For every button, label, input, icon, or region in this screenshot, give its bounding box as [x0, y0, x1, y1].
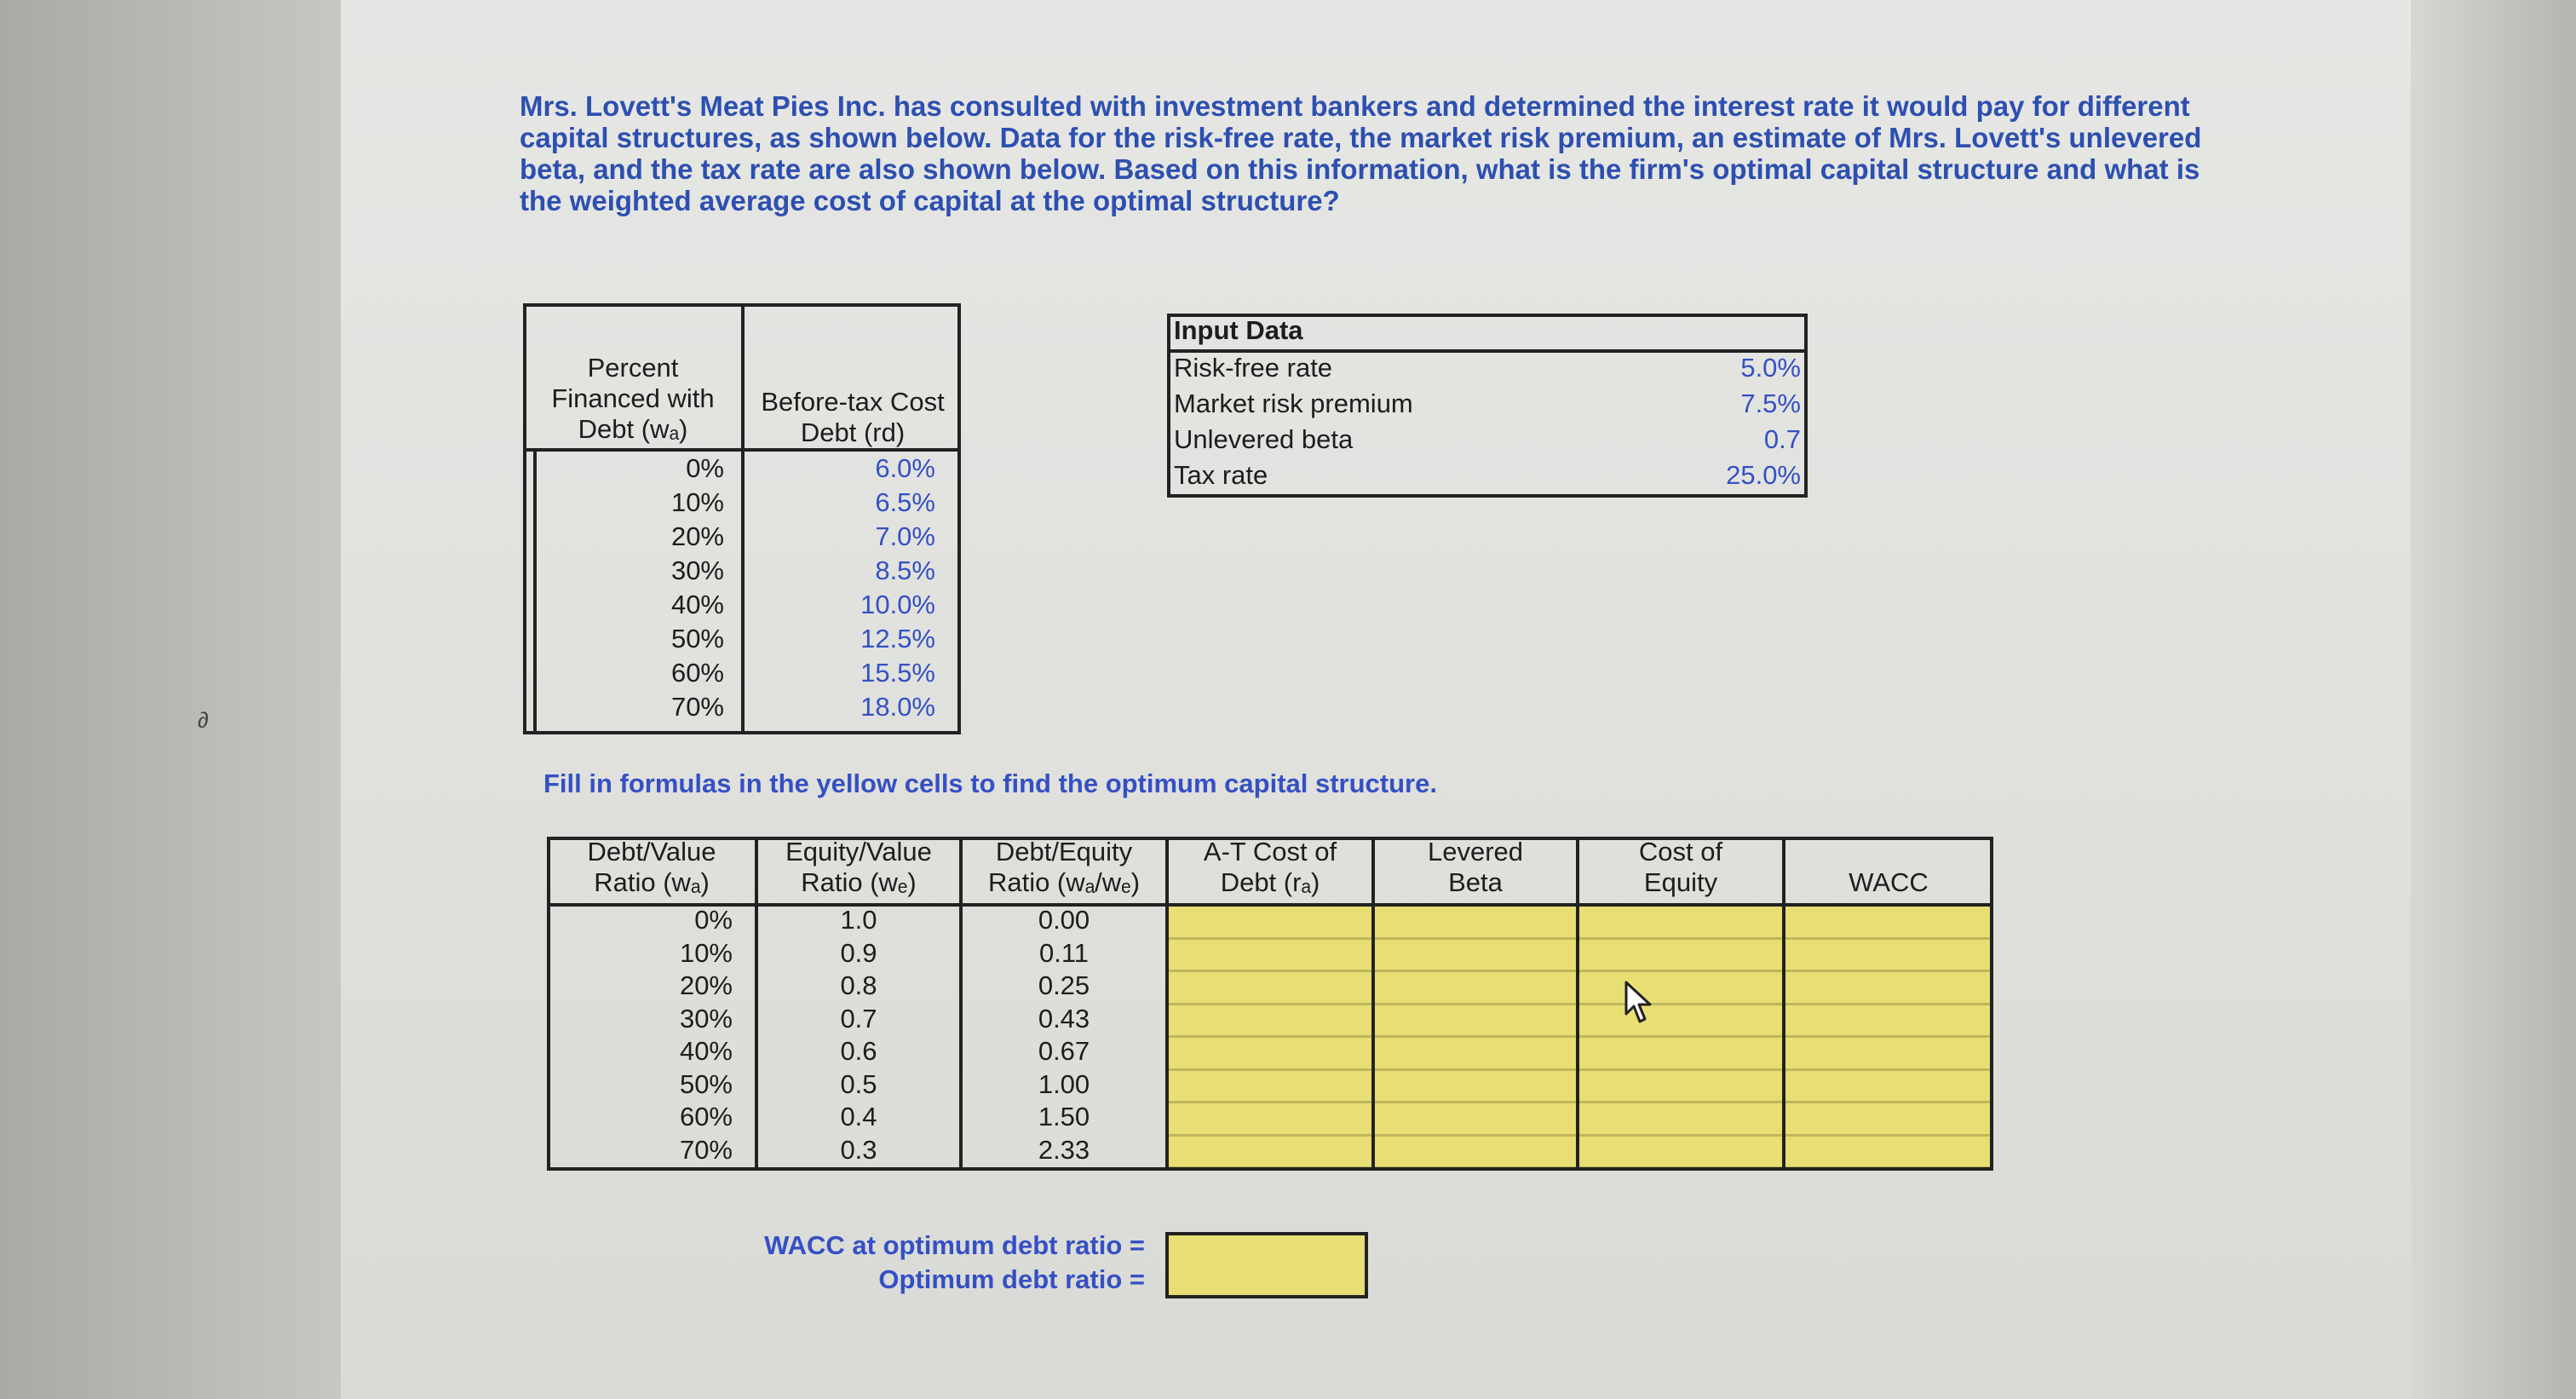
- debt-value-cell[interactable]: 10%: [679, 937, 733, 968]
- debt-cost-cell[interactable]: 12.5%: [860, 624, 935, 653]
- instruction-text: Fill in formulas in the yellow cells to find the optimum capital structure.: [543, 769, 1437, 798]
- input-data-title: Input Data: [1174, 315, 1303, 345]
- input-label: Tax rate: [1174, 460, 1268, 490]
- mouse-cursor-icon: [1624, 980, 1656, 1030]
- equity-value-cell[interactable]: 1.0: [840, 905, 877, 935]
- header-line: Debt/Equity: [995, 837, 1133, 866]
- debt-pct-cell[interactable]: 30%: [670, 556, 724, 585]
- header-line: Equity: [1643, 867, 1718, 897]
- debt-equity-cell[interactable]: 0.11: [1038, 937, 1090, 968]
- debt-equity-cell[interactable]: 0.00: [1038, 905, 1090, 935]
- header-line: Debt (rₐ): [1220, 867, 1320, 897]
- header-line: Before-tax Cost: [761, 387, 945, 417]
- equity-value-cell[interactable]: 0.8: [840, 970, 877, 1000]
- equity-value-cell[interactable]: 0.4: [840, 1102, 877, 1131]
- debt-pct-cell[interactable]: 70%: [670, 692, 724, 722]
- optimum-answer-cells[interactable]: [1165, 1232, 1368, 1298]
- header-line: Ratio (wₐ): [594, 867, 710, 897]
- debt-table-inner-edge: [533, 448, 537, 734]
- debt-table-header-line: [523, 448, 961, 452]
- header-line: Debt (rd): [800, 417, 906, 447]
- formula-column-header: [756, 837, 961, 898]
- formula-column-header: [961, 837, 1167, 898]
- debt-cost-cell[interactable]: 6.0%: [875, 453, 935, 483]
- debt-equity-cell[interactable]: 1.00: [1038, 1068, 1090, 1099]
- equity-value-cell[interactable]: 0.7: [840, 1003, 877, 1033]
- debt-cost-cell[interactable]: 8.5%: [875, 556, 935, 585]
- header-line: Debt/Value: [587, 837, 716, 866]
- formula-column-header: [1167, 837, 1373, 898]
- header-line: Ratio (wₐ/wₑ): [987, 867, 1141, 897]
- debt-cost-header: [745, 387, 961, 448]
- debt-equity-cell[interactable]: 1.50: [1038, 1102, 1090, 1131]
- debt-equity-cell[interactable]: 0.43: [1038, 1003, 1090, 1033]
- header-line: Financed with: [551, 383, 715, 413]
- header-line: [1784, 837, 1993, 867]
- equity-value-cell[interactable]: 0.9: [840, 937, 877, 968]
- debt-value-cell[interactable]: 50%: [679, 1068, 733, 1099]
- debt-cost-cell[interactable]: 15.5%: [860, 658, 935, 688]
- wacc-optimum-label: WACC at optimum debt ratio =: [764, 1230, 1145, 1260]
- debt-value-cell[interactable]: 40%: [679, 1036, 733, 1066]
- debt-equity-cell[interactable]: 2.33: [1038, 1134, 1090, 1165]
- right-margin: [2411, 0, 2576, 1399]
- question-text: Mrs. Lovett's Meat Pies Inc. has consulted with investment bankers and determined the interest rate it would pay for different capital structures, as shown below. Data for the risk-free rate, the market risk premium, an estimate of Mrs. Lovett's unlevered beta, and the tax rate are also shown below. Based on this information, what is the firm's optimal capital structure and what is the weighted average cost of capital at the optimal structure?: [520, 90, 2202, 216]
- debt-pct-cell[interactable]: 50%: [670, 624, 724, 653]
- debt-cost-cell[interactable]: 7.0%: [875, 521, 935, 551]
- debt-cost-cell[interactable]: 10.0%: [860, 590, 935, 619]
- debt-cost-cell[interactable]: 6.5%: [875, 487, 935, 517]
- debt-equity-cell[interactable]: 0.25: [1038, 970, 1090, 1000]
- debt-table-divider: [741, 303, 745, 734]
- formula-column-header: [1784, 837, 1993, 898]
- formula-column-header: [1578, 837, 1784, 898]
- debt-equity-cell[interactable]: 0.67: [1038, 1036, 1090, 1066]
- debt-pct-cell[interactable]: 20%: [670, 521, 724, 551]
- debt-value-cell[interactable]: 60%: [679, 1102, 733, 1131]
- input-value-cell[interactable]: 7.5%: [1740, 389, 1801, 418]
- header-line: Ratio (wₑ): [801, 867, 917, 897]
- debt-value-cell[interactable]: 70%: [679, 1134, 733, 1165]
- header-line: Levered: [1427, 837, 1524, 866]
- input-label: Unlevered beta: [1174, 424, 1354, 454]
- stray-mark: ∂: [198, 707, 209, 733]
- input-label: Risk-free rate: [1174, 353, 1333, 383]
- optimum-debt-label: Optimum debt ratio =: [878, 1264, 1145, 1294]
- debt-value-cell[interactable]: 0%: [694, 905, 733, 935]
- cursor-arrow-icon: [1624, 980, 1656, 1026]
- header-line: Percent: [587, 353, 679, 383]
- debt-pct-cell[interactable]: 0%: [686, 453, 724, 483]
- debt-pct-header: [526, 353, 739, 445]
- debt-pct-cell[interactable]: 40%: [670, 590, 724, 619]
- header-line: Equity/Value: [785, 837, 932, 866]
- formula-column-header: [547, 837, 756, 898]
- debt-cost-cell[interactable]: 18.0%: [860, 692, 935, 722]
- header-line: Debt (wₐ): [578, 414, 688, 444]
- equity-value-cell[interactable]: 0.6: [840, 1036, 877, 1066]
- input-label: Market risk premium: [1174, 389, 1413, 418]
- header-line: WACC: [1849, 867, 1929, 897]
- input-value-cell[interactable]: 0.7: [1763, 424, 1801, 454]
- input-value-cell[interactable]: 25.0%: [1726, 460, 1801, 490]
- input-value-cell[interactable]: 5.0%: [1740, 353, 1801, 383]
- debt-value-cell[interactable]: 30%: [679, 1003, 733, 1033]
- debt-pct-cell[interactable]: 10%: [670, 487, 724, 517]
- left-margin: [0, 0, 341, 1399]
- debt-pct-cell[interactable]: 60%: [670, 658, 724, 688]
- header-line: A-T Cost of: [1203, 837, 1337, 866]
- header-line: Beta: [1448, 867, 1503, 897]
- equity-value-cell[interactable]: 0.5: [840, 1068, 877, 1099]
- header-line: Cost of: [1638, 837, 1723, 866]
- debt-value-cell[interactable]: 20%: [679, 970, 733, 1000]
- equity-value-cell[interactable]: 0.3: [840, 1134, 877, 1165]
- formula-column-header: [1373, 837, 1578, 898]
